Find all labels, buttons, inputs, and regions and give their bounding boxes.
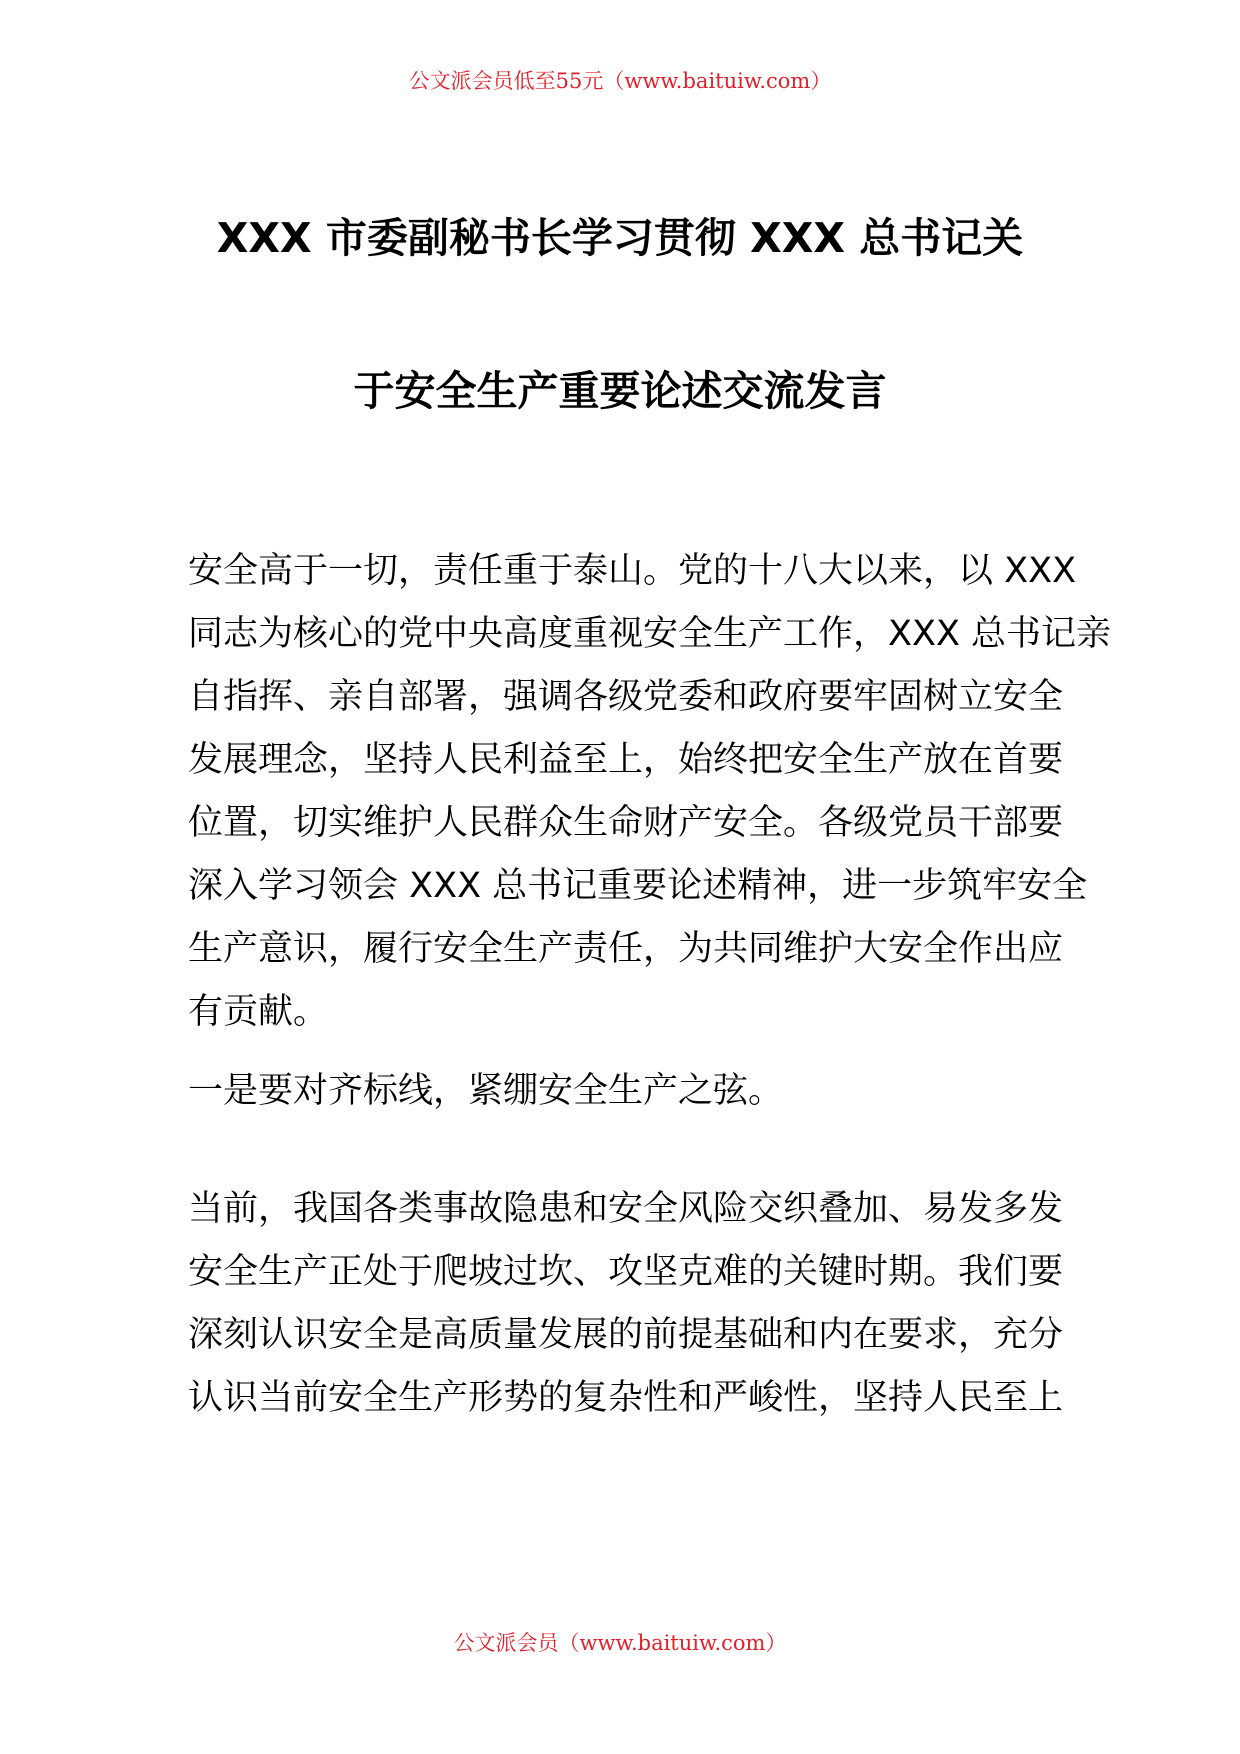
header-watermark-note: 公文派会员低至55元（www.baituiw.com） bbox=[408, 69, 832, 93]
text-line: 位置，切实维护人民群众生命财产安全。各级党员干部要 bbox=[188, 803, 1064, 843]
text-line: 同志为核心的党中央高度重视安全生产工作，XXX 总书记亲 bbox=[188, 614, 1112, 654]
document-title-line-2: 于安全生产重要论述交流发言 bbox=[353, 367, 887, 415]
text-line: 安全生产正处于爬坡过坎、攻坚克难的关键时期。我们要 bbox=[188, 1252, 1064, 1292]
text-line: 生产意识，履行安全生产责任，为共同维护大安全作出应 bbox=[188, 929, 1064, 969]
text-line: 安全高于一切，责任重于泰山。党的十八大以来，以 XXX bbox=[188, 551, 1077, 591]
paragraph-point-one bbox=[188, 1060, 1058, 1123]
text-line: 深刻认识安全是高质量发展的前提基础和内在要求，充分 bbox=[188, 1315, 1064, 1355]
text-line: 当前，我国各类事故隐患和安全风险交织叠加、易发多发 bbox=[188, 1189, 1064, 1229]
text-line: 一是要对齐标线，紧绷安全生产之弦。 bbox=[188, 1071, 784, 1111]
text-line: 认识当前安全生产形势的复杂性和严峻性，坚持人民至上 bbox=[188, 1378, 1064, 1418]
text-line: 有贡献。 bbox=[188, 992, 329, 1032]
text-line: 自指挥、亲自部署，强调各级党委和政府要牢固树立安全 bbox=[188, 677, 1064, 717]
footer-watermark-note: 公文派会员（www.baituiw.com） bbox=[453, 1631, 787, 1655]
text-line: 深入学习领会 XXX 总书记重要论述精神，进一步筑牢安全 bbox=[188, 866, 1088, 906]
text-line: 发展理念，坚持人民利益至上，始终把安全生产放在首要 bbox=[188, 740, 1064, 780]
paragraph-intro bbox=[188, 540, 1112, 1044]
document-title-line-1: XXX 市委副秘书长学习贯彻 XXX 总书记关 bbox=[216, 214, 1024, 262]
paragraph-current-situation bbox=[188, 1178, 1064, 1430]
